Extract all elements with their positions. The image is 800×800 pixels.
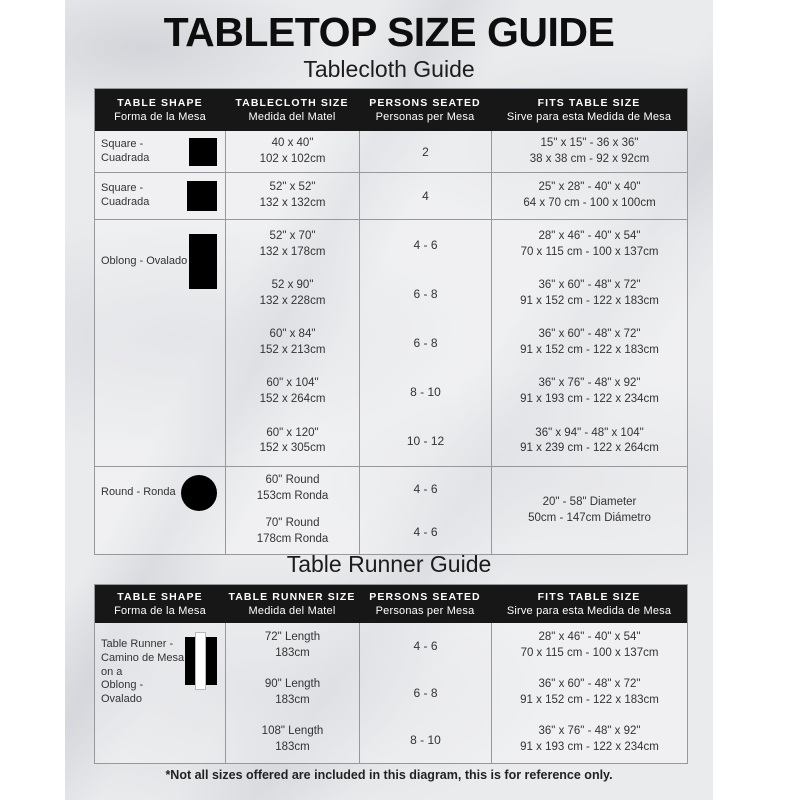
runner-strip <box>195 632 206 690</box>
persons-value: 6 - 8 <box>413 336 438 350</box>
fits-cell <box>491 173 687 219</box>
persons-cell <box>359 467 491 554</box>
shape-label <box>101 638 185 707</box>
shape-cell <box>95 173 225 219</box>
size-value: 60" x 104" <box>266 377 319 390</box>
fits-value: 28" x 46" - 40" x 54" <box>538 229 641 242</box>
size-value-cm: 152 x 213cm <box>259 344 326 356</box>
fits-cell <box>491 220 687 466</box>
persons-value: 6 - 8 <box>413 286 438 301</box>
header-shape-es: Forma de la Mesa <box>114 605 206 617</box>
shape-label-line: Camino de Mesa <box>101 651 185 664</box>
shape-cell <box>95 623 225 763</box>
fits-value-cm: 64 x 70 cm - 100 x 100cm <box>523 197 656 209</box>
fits-value: 36" x 60" - 48" x 72" <box>538 328 641 341</box>
size-value-cm: 183cm <box>275 647 310 660</box>
fits-value: 36" x 76" - 48" x 92" <box>538 724 641 737</box>
persons-value: 10 - 12 <box>406 434 445 449</box>
fits-value: 15" x 15" - 36 x 36" <box>540 136 639 149</box>
size-cell <box>225 220 359 466</box>
table-row-square-1 <box>95 131 687 172</box>
table-row-square-2 <box>95 172 687 219</box>
persons-value: 8 - 10 <box>410 732 441 747</box>
size-cell <box>225 623 359 763</box>
size-value: 72" Length <box>264 631 321 644</box>
header-shape-es: Forma de la Mesa <box>114 111 206 123</box>
fits-value: 25" x 28" - 40" x 40" <box>538 181 641 194</box>
shape-cell <box>95 131 225 172</box>
page-title: TABLETOP SIZE GUIDE <box>163 9 615 55</box>
table-runner-icon <box>185 632 217 690</box>
fits-value: 36" x 94" - 48" x 104" <box>535 426 644 439</box>
persons-value: 4 - 6 <box>413 237 438 252</box>
header-cell-fits <box>491 89 687 131</box>
fits-value: 20" - 58" Diameter <box>542 495 637 508</box>
header-size-es: Medida del Matel <box>248 111 336 123</box>
header-persons-en: PERSONS SEATED <box>369 97 481 109</box>
size-value: 90" Length <box>264 678 321 691</box>
table-row-oblong <box>95 219 687 466</box>
fits-value: 28" x 46" - 40" x 54" <box>538 631 641 644</box>
size-value-cm: 102 x 102cm <box>259 152 326 165</box>
shape-cell <box>95 220 225 466</box>
fits-value-cm: 91 x 152 cm - 122 x 183cm <box>520 694 659 706</box>
header-size-en: TABLECLOTH SIZE <box>235 97 349 109</box>
shape-label: Oblong - Ovalado <box>101 254 188 267</box>
fits-value-cm: 91 x 193 cm - 122 x 234cm <box>520 393 659 406</box>
header-shape-en: TABLE SHAPE <box>117 97 203 109</box>
shape-label-line: Table Runner - <box>101 638 174 650</box>
header-cell-fits <box>491 585 687 623</box>
header-cell-shape <box>95 585 225 623</box>
shape-label: Square - Cuadrada <box>101 182 150 208</box>
fits-value-cm: 38 x 38 cm - 92 x 92cm <box>529 152 650 165</box>
size-value: 60" x 120" <box>266 426 319 439</box>
header-fits-en: FITS TABLE SIZE <box>537 97 641 109</box>
header-persons-es: Personas per Mesa <box>375 111 475 123</box>
fits-cell <box>491 623 687 763</box>
runner-table <box>94 584 688 764</box>
shape-cell <box>95 467 225 554</box>
size-value-cm: 152 x 264cm <box>259 393 326 406</box>
fits-value-cm: 70 x 115 cm - 100 x 137cm <box>520 245 659 258</box>
persons-cell <box>359 173 491 219</box>
persons-value: 4 <box>422 189 429 203</box>
shape-label: Square - Cuadrada <box>101 137 150 164</box>
size-cell <box>225 131 359 172</box>
size-value-cm: 183cm <box>275 694 310 706</box>
fits-cell <box>491 131 687 172</box>
size-value-cm: 153cm Ronda <box>256 489 329 502</box>
persons-cell <box>359 623 491 763</box>
table-row-round <box>95 466 687 554</box>
fits-value-cm: 91 x 239 cm - 122 x 264cm <box>520 442 659 455</box>
size-cell <box>225 467 359 554</box>
persons-value: 2 <box>422 144 429 159</box>
footnote: *Not all sizes offered are included in this diagram, this is for reference only. <box>165 768 613 782</box>
persons-value: 4 - 6 <box>413 639 438 654</box>
fits-value: 36" x 76" - 48" x 92" <box>538 377 641 390</box>
fits-value-cm: 91 x 193 cm - 122 x 234cm <box>520 740 659 753</box>
square-icon <box>187 181 217 211</box>
size-value: 108" Length <box>261 724 324 737</box>
size-value-cm: 183cm <box>275 740 310 753</box>
header-shape-en: TABLE SHAPE <box>117 591 203 603</box>
persons-value: 6 - 8 <box>413 686 438 700</box>
size-value: 52" x 70" <box>269 229 316 242</box>
size-cell <box>225 173 359 219</box>
fits-value: 36" x 60" - 48" x 72" <box>538 278 641 291</box>
tablecloth-table <box>94 88 688 555</box>
square-icon <box>189 138 217 166</box>
fits-value-cm: 91 x 152 cm - 122 x 183cm <box>520 344 659 356</box>
header-size-es: Medida del Matel <box>248 605 336 617</box>
fits-value-cm: 50cm - 147cm Diámetro <box>528 511 651 524</box>
fits-cell <box>491 467 687 554</box>
header-cell-size <box>225 585 359 623</box>
size-value-cm: 178cm Ronda <box>256 533 329 546</box>
size-value-cm: 132 x 228cm <box>259 294 326 307</box>
size-value-cm: 152 x 305cm <box>259 442 326 455</box>
shape-label-line: on a <box>101 665 123 678</box>
fits-value: 36" x 60" - 48" x 72" <box>538 678 641 691</box>
persons-cell <box>359 220 491 466</box>
header-persons-es: Personas per Mesa <box>375 605 475 617</box>
header-fits-es: Sirve para esta Medida de Mesa <box>506 111 672 123</box>
size-value: 70" Round <box>265 517 320 530</box>
size-value-cm: 132 x 178cm <box>259 245 326 258</box>
header-size-en: TABLE RUNNER SIZE <box>228 591 356 603</box>
persons-value: 8 - 10 <box>410 385 441 400</box>
size-value: 60" Round <box>265 473 320 486</box>
size-value-cm: 132 x 132cm <box>259 197 326 209</box>
tablecloth-header-row <box>95 89 687 131</box>
size-value: 60" x 84" <box>269 328 316 341</box>
size-value: 40 x 40" <box>271 136 314 149</box>
header-cell-shape <box>95 89 225 131</box>
header-persons-en: PERSONS SEATED <box>369 591 481 603</box>
header-cell-persons <box>359 89 491 131</box>
persons-cell <box>359 131 491 172</box>
header-fits-en: FITS TABLE SIZE <box>537 591 641 603</box>
size-value: 52 x 90" <box>271 278 314 291</box>
runner-guide-title: Table Runner Guide <box>286 551 492 577</box>
circle-icon <box>181 475 217 511</box>
header-cell-persons <box>359 585 491 623</box>
shape-label-line: Oblong - Ovalado <box>101 679 144 705</box>
table-row-runner <box>95 623 687 763</box>
runner-header-row <box>95 585 687 623</box>
header-fits-es: Sirve para esta Medida de Mesa <box>506 605 672 617</box>
persons-value: 4 - 6 <box>413 481 438 496</box>
header-cell-size <box>225 89 359 131</box>
size-value: 52" x 52" <box>269 181 316 194</box>
fits-value-cm: 91 x 152 cm - 122 x 183cm <box>520 294 659 307</box>
marble-background <box>65 0 713 800</box>
oblong-icon <box>189 234 217 289</box>
shape-label: Round - Ronda <box>101 486 176 499</box>
fits-value-cm: 70 x 115 cm - 100 x 137cm <box>520 647 659 660</box>
tablecloth-guide-title: Tablecloth Guide <box>303 56 475 82</box>
persons-value: 4 - 6 <box>413 525 438 540</box>
